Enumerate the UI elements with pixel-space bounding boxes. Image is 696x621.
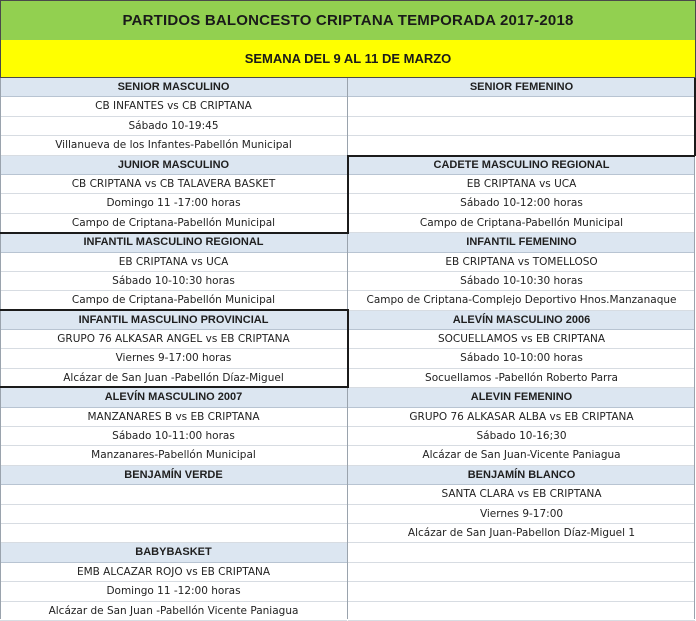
match-block bbox=[0, 388, 347, 466]
match-block bbox=[0, 233, 347, 311]
match-block bbox=[348, 78, 695, 156]
right-edge bbox=[694, 78, 695, 619]
match-time: Sábado 10-11:00 horas bbox=[0, 427, 347, 446]
match-venue bbox=[348, 136, 695, 155]
match-teams bbox=[0, 485, 347, 504]
match-teams: CB INFANTES vs CB CRIPTANA bbox=[0, 97, 347, 116]
match-teams: CB CRIPTANA vs CB TALAVERA BASKET bbox=[0, 175, 347, 194]
match-teams bbox=[348, 97, 695, 116]
match-time: Sábado 10-10:30 horas bbox=[348, 272, 695, 291]
match-teams: GRUPO 76 ALKASAR ANGEL vs EB CRIPTANA bbox=[0, 330, 347, 349]
match-venue: Alcázar de San Juan-Pabellon Díaz-Miguel 1 bbox=[348, 524, 695, 543]
empty-cell bbox=[348, 602, 695, 621]
match-time: Domingo 11 -17:00 horas bbox=[0, 194, 347, 213]
border-line bbox=[347, 309, 349, 387]
category-header: BENJAMÍN VERDE bbox=[0, 466, 347, 485]
match-teams: EMB ALCAZAR ROJO vs EB CRIPTANA bbox=[0, 563, 347, 582]
category-header: BENJAMÍN BLANCO bbox=[348, 466, 695, 485]
category-header: ALEVIN FEMENINO bbox=[348, 388, 695, 407]
category-header: INFANTIL MASCULINO PROVINCIAL bbox=[0, 311, 347, 330]
match-venue: Campo de Criptana-Pabellón Municipal bbox=[0, 291, 347, 310]
match-venue: Campo de Criptana-Complejo Deportivo Hnos.Manzanaque bbox=[348, 291, 695, 310]
match-block bbox=[0, 78, 347, 156]
match-venue: Alcázar de San Juan -Pabellón Vicente Paniagua bbox=[0, 602, 347, 621]
match-venue: Manzanares-Pabellón Municipal bbox=[0, 446, 347, 465]
match-block bbox=[0, 156, 347, 234]
match-venue bbox=[0, 524, 347, 543]
match-time: Sábado 10-10:30 horas bbox=[0, 272, 347, 291]
border-line bbox=[0, 309, 349, 311]
match-block bbox=[0, 311, 347, 389]
border-line bbox=[347, 155, 695, 157]
border-line bbox=[0, 232, 349, 234]
sheet-title: PARTIDOS BALONCESTO CRIPTANA TEMPORADA 2017-2018 bbox=[0, 0, 696, 41]
empty-cell bbox=[348, 543, 695, 562]
match-block bbox=[348, 388, 695, 466]
match-venue: Alcázar de San Juan -Pabellón Díaz-Miguel bbox=[0, 369, 347, 388]
match-time: Viernes 9-17:00 horas bbox=[0, 349, 347, 368]
match-time: Viernes 9-17:00 bbox=[348, 505, 695, 524]
category-header: CADETE MASCULINO REGIONAL bbox=[348, 156, 695, 175]
match-time: Sábado 10-10:00 horas bbox=[348, 349, 695, 368]
match-block bbox=[348, 466, 695, 544]
match-venue: Socuellamos -Pabellón Roberto Parra bbox=[348, 369, 695, 388]
match-time bbox=[348, 117, 695, 136]
border-line bbox=[347, 155, 349, 233]
left-column bbox=[0, 78, 347, 621]
category-header: SENIOR FEMENINO bbox=[348, 78, 695, 97]
category-header: INFANTIL MASCULINO REGIONAL bbox=[0, 233, 347, 252]
match-block bbox=[348, 311, 695, 389]
match-block bbox=[0, 543, 347, 621]
category-header: BABYBASKET bbox=[0, 543, 347, 562]
left-edge bbox=[0, 78, 1, 619]
match-time bbox=[0, 505, 347, 524]
match-venue: Villanueva de los Infantes-Pabellón Municipal bbox=[0, 136, 347, 155]
match-time: Sábado 10-16;30 bbox=[348, 427, 695, 446]
right-column bbox=[348, 78, 695, 621]
match-teams: MANZANARES B vs EB CRIPTANA bbox=[0, 408, 347, 427]
match-teams: EB CRIPTANA vs TOMELLOSO bbox=[348, 253, 695, 272]
match-teams: GRUPO 76 ALKASAR ALBA vs EB CRIPTANA bbox=[348, 408, 695, 427]
category-header: JUNIOR MASCULINO bbox=[0, 156, 347, 175]
match-teams: EB CRIPTANA vs UCA bbox=[0, 253, 347, 272]
match-time: Sábado 10-19:45 bbox=[0, 117, 347, 136]
match-venue: Campo de Criptana-Pabellón Municipal bbox=[348, 214, 695, 233]
category-header: SENIOR MASCULINO bbox=[0, 78, 347, 97]
border-line bbox=[0, 386, 349, 388]
match-time: Sábado 10-12:00 horas bbox=[348, 194, 695, 213]
empty-cell bbox=[348, 582, 695, 601]
match-teams: EB CRIPTANA vs UCA bbox=[348, 175, 695, 194]
category-header: ALEVÍN MASCULINO 2007 bbox=[0, 388, 347, 407]
category-header: INFANTIL FEMENINO bbox=[348, 233, 695, 252]
match-block-empty bbox=[348, 543, 695, 621]
match-block bbox=[348, 233, 695, 311]
match-block bbox=[0, 466, 347, 544]
category-header: ALEVÍN MASCULINO 2006 bbox=[348, 311, 695, 330]
match-venue: Alcázar de San Juan-Vicente Paniagua bbox=[348, 446, 695, 465]
match-block bbox=[348, 156, 695, 234]
match-teams: SOCUELLAMOS vs EB CRIPTANA bbox=[348, 330, 695, 349]
match-time: Domingo 11 -12:00 horas bbox=[0, 582, 347, 601]
match-teams: SANTA CLARA vs EB CRIPTANA bbox=[348, 485, 695, 504]
week-banner: SEMANA DEL 9 AL 11 DE MARZO bbox=[0, 40, 696, 78]
empty-cell bbox=[348, 563, 695, 582]
match-venue: Campo de Criptana-Pabellón Municipal bbox=[0, 214, 347, 233]
